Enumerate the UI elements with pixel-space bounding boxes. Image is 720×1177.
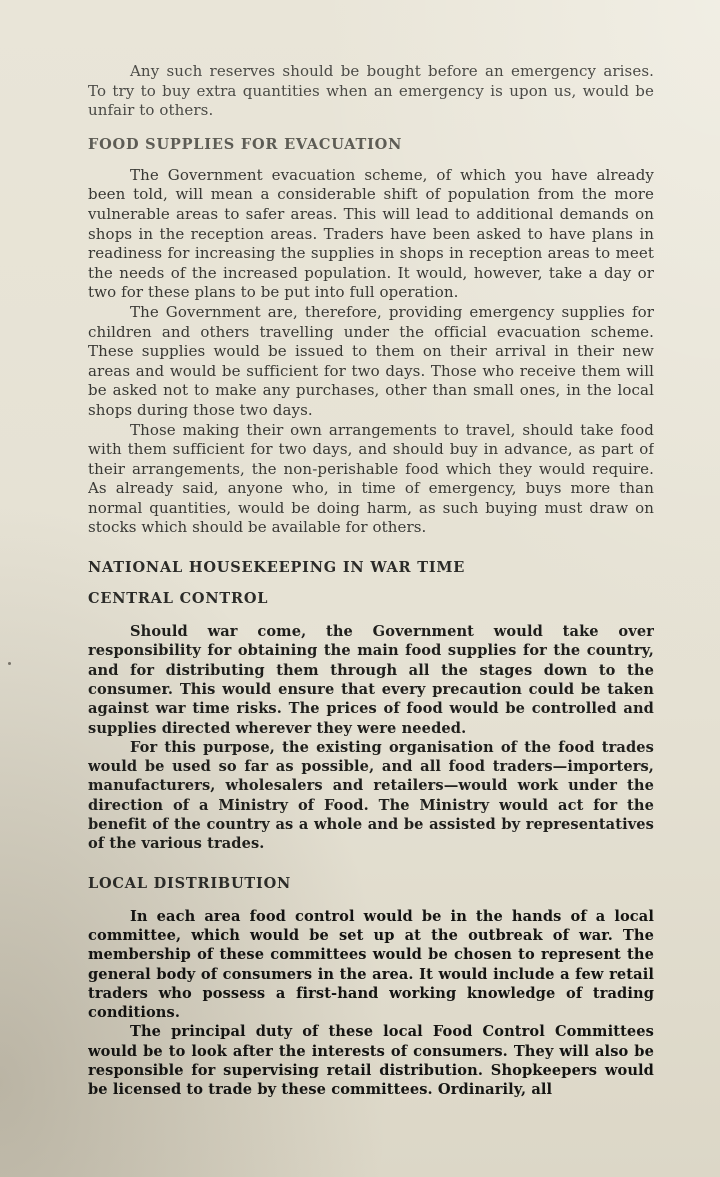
central-control-body: [88, 622, 654, 854]
intro-paragraph: Any such reserves should be bought before an emergency arises. To try to buy extra quantities when an emergency is upon us, would be unfair to others.: [88, 62, 654, 120]
spacer: [88, 854, 654, 874]
spacer: [88, 893, 654, 907]
central-control-paragraph-2: For this purpose, the existing organisation of the food trades would be used so far as possible, and all food traders—importers, manufacturers, wholesalers and retailers—would work under the direction of a Ministry of Food. The Ministry would act for the benefit of the country as a whole and be assisted by representatives of the various trades.: [88, 738, 654, 853]
spacer: [88, 577, 654, 589]
spacer: [88, 608, 654, 622]
document-page: [88, 62, 654, 1162]
heading-local-distribution: LOCAL DISTRIBUTION: [88, 874, 292, 892]
local-distribution-body: [88, 907, 654, 1100]
evacuation-paragraph-1: The Government evacuation scheme, of which you have already been told, will mean a considerable shift of population from the more vulnerable areas to safer areas. This will lead to additional demands on shops in the reception areas. Traders have been asked to have plans in readiness for increasing the supplies in shops in reception areas to meet the needs of the increased population. It would, however, take a day or two for these plans to be put into full operation.: [88, 165, 654, 302]
subheading-central-control: CENTRAL CONTROL: [88, 590, 269, 608]
local-distribution-paragraph-2: The principal duty of these local Food Control Committees would be to look after the interests of consumers. They will also be responsible for supervising retail distribution. Shopkeepers would be licensed to trade by these committees. Ordinarily, all: [88, 1023, 654, 1099]
spacer: [88, 121, 654, 135]
spacer: [88, 154, 654, 166]
evacuation-paragraph-2: The Government are, therefore, providing emergency supplies for children and others travelling under the official evacuation scheme. These supplies would be issued to them on their arrival in their new areas and would be sufficient for two days. Those who receive them will be asked not to make any purchases, other than small ones, in the local shops during those two days.: [88, 302, 654, 419]
spacer: [88, 538, 654, 558]
heading-national-housekeeping: NATIONAL HOUSEKEEPING IN WAR TIME: [88, 559, 466, 577]
local-distribution-paragraph-1: In each area food control would be in the hands of a local committee, which would be set up at the outbreak of war. The membership of these committees would be chosen to represent the general body of consumers in the area. It would include a few retail traders who possess a first-hand working knowledge of trading conditions.: [88, 907, 654, 1022]
central-control-paragraph-1: Should war come, the Government would take over responsibility for obtaining the main food supplies for the country, and for distributing them through all the stages down to the consumer. This would ensure that every precaution could be taken against war time risks. The prices of food would be controlled and supplies directed wherever they were needed.: [88, 623, 654, 737]
margin-speck: [8, 662, 11, 665]
heading-food-supplies-evacuation: FOOD SUPPLIES FOR EVACUATION: [88, 135, 403, 153]
evacuation-paragraph-3: Those making their own arrangements to travel, should take food with them sufficient for two days, and should buy in advance, as part of their arrangements, the non-perishable food which they would require. As already said, anyone who, in time of emergency, buys more than normal quantities, would be doing harm, as such buying must draw on stocks which should be available for others.: [88, 420, 654, 537]
